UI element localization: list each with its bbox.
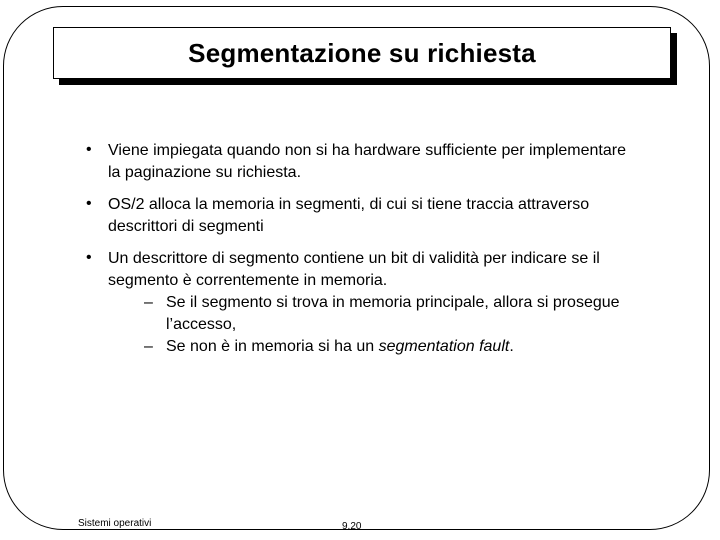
footer-course: Sistemi operativi [78, 518, 152, 529]
title-box [53, 27, 671, 79]
sub-bullet-suffix: . [509, 338, 514, 355]
sub-bullet-text: Se il segmento si trova in memoria principale, allora si prosegue l’accesso, [166, 294, 620, 333]
bullet-text: Un descrittore di segmento contiene un bit di validità per indicare se il segmento è correntemente in memoria. [108, 250, 600, 289]
bullet-text: Viene impiegata quando non si ha hardware sufficiente per implementare la paginazione su richiesta. [108, 142, 626, 181]
bullet-icon: • [86, 141, 92, 158]
sub-bullet-text-prefix: Se non è in memoria si ha un [166, 338, 379, 355]
sub-bullet-item [126, 336, 642, 358]
bullet-item [82, 194, 642, 238]
dash-icon: – [144, 338, 153, 355]
slide-content [82, 140, 642, 358]
bullet-item [82, 248, 642, 358]
sub-bullet-emphasis: segmentation fault [378, 338, 510, 355]
dash-icon: – [144, 294, 153, 311]
footer-page-number: 9.20 [342, 521, 362, 532]
bullet-item [82, 140, 642, 184]
slide-title: Segmentazione su richiesta [188, 37, 536, 68]
bullet-icon: • [86, 249, 92, 266]
sub-bullet-item [126, 292, 642, 336]
bullet-icon: • [86, 195, 92, 212]
bullet-text: OS/2 alloca la memoria in segmenti, di cui si tiene traccia attraverso descrittori di segmenti [108, 196, 590, 235]
